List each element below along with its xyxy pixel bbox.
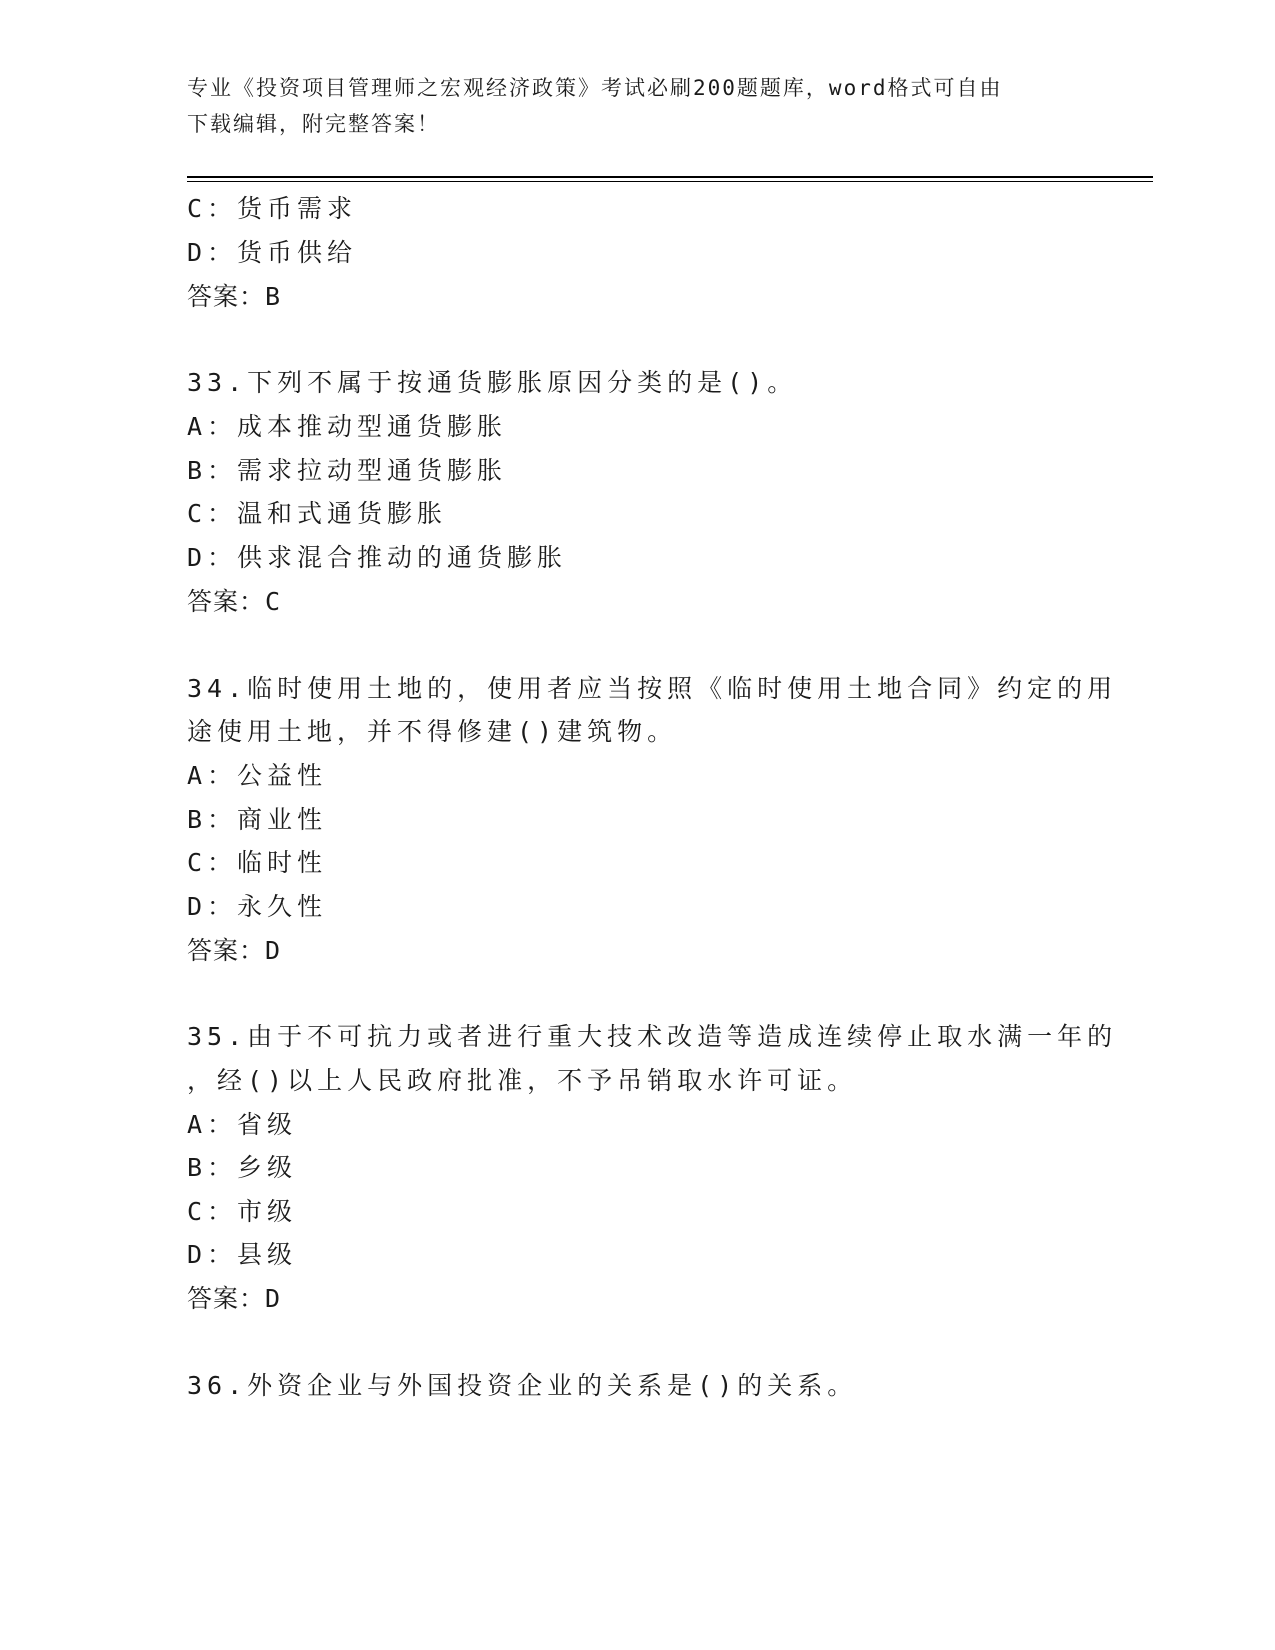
q35-stem-line-1: 35.由于不可抗力或者进行重大技术改造等造成连续停止取水满一年的 [187, 1022, 1118, 1051]
q33-option-d: D：供求混合推动的通货膨胀 [187, 543, 568, 572]
q34-option-c: C：临时性 [187, 848, 328, 877]
q34-option-a: A：公益性 [187, 761, 328, 790]
q33-stem: 33.下列不属于按通货膨胀原因分类的是()。 [187, 368, 798, 397]
header-divider-thick [187, 176, 1153, 178]
q35-answer: 答案：D [187, 1284, 282, 1313]
q36-stem: 36.外资企业与外国投资企业的关系是()的关系。 [187, 1371, 858, 1400]
q34-option-b: B：商业性 [187, 805, 328, 834]
prev-option-d: D：货币供给 [187, 238, 358, 267]
q34-stem-line-1: 34.临时使用土地的，使用者应当按照《临时使用土地合同》约定的用 [187, 674, 1118, 703]
header-divider-thin [187, 181, 1153, 182]
q35-option-c: C：市级 [187, 1197, 298, 1226]
q33-option-a: A：成本推动型通货膨胀 [187, 412, 508, 441]
header-line-2: 下载编辑，附完整答案！ [187, 112, 440, 136]
q34-answer: 答案：D [187, 936, 282, 965]
prev-answer: 答案：B [187, 282, 282, 311]
q35-stem-line-2: ，经()以上人民政府批准，不予吊销取水许可证。 [187, 1066, 858, 1095]
q33-answer: 答案：C [187, 587, 282, 616]
q34-option-d: D：永久性 [187, 892, 328, 921]
header-line-1: 专业《投资项目管理师之宏观经济政策》考试必刷200题题库，word格式可自由 [187, 76, 1003, 100]
q35-option-b: B：乡级 [187, 1153, 298, 1182]
q33-option-b: B：需求拉动型通货膨胀 [187, 456, 508, 485]
q35-option-d: D：县级 [187, 1240, 298, 1269]
q33-option-c: C：温和式通货膨胀 [187, 499, 448, 528]
prev-option-c: C：货币需求 [187, 194, 358, 223]
document-header [187, 70, 1087, 142]
q35-option-a: A：省级 [187, 1110, 298, 1139]
q34-stem-line-2: 途使用土地，并不得修建()建筑物。 [187, 717, 678, 746]
